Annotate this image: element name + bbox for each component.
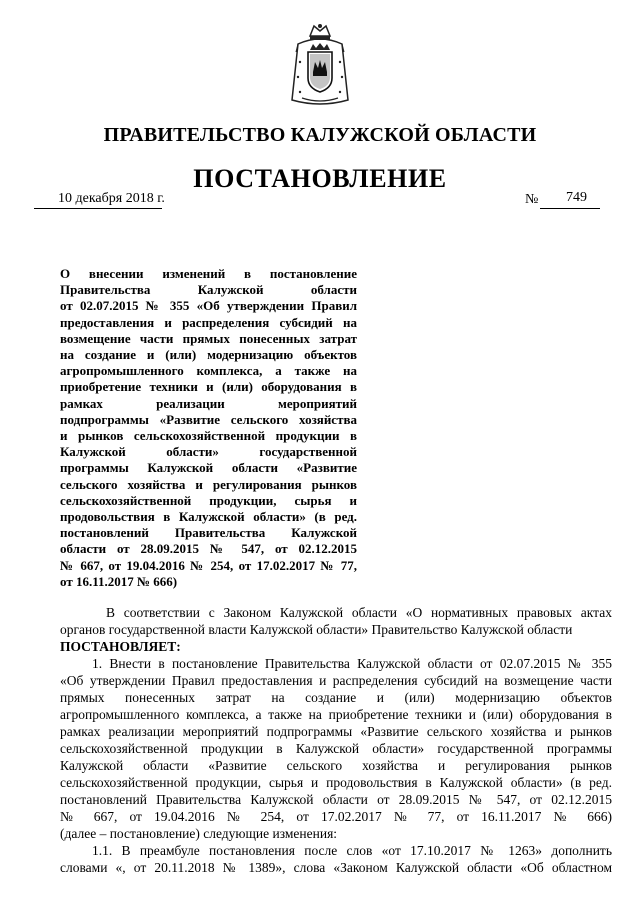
number-underline xyxy=(540,208,600,209)
title-line: продовольствия в Калужской области» (в ред. xyxy=(60,509,357,525)
title-line: О внесении изменений в постановление xyxy=(60,266,357,281)
title-line: подпрограммы «Развитие сельского хозяйства xyxy=(60,411,357,427)
document-number: 749 xyxy=(566,190,587,205)
title-line: от 02.07.2015 № 355 «Об утверждении Правил xyxy=(60,298,357,314)
organization-title: ПРАВИТЕЛЬСТВО КАЛУЖСКОЙ ОБЛАСТИ xyxy=(103,124,537,146)
title-line: приобретение техники и (или) оборудования в xyxy=(60,379,357,395)
intro-line: В соответствии с Законом Калужской области «О нормативных правовых актах xyxy=(106,605,612,620)
document-title-block xyxy=(60,266,357,590)
title-line: предоставления и распределения субсидий на xyxy=(60,314,357,330)
title-line: на создание и (или) модернизацию объектов xyxy=(60,347,357,363)
item1-line: рамках реализации мероприятий подпрограммы «Развитие сельского хозяйства и рынков xyxy=(60,724,612,739)
item1-line: прямых понесенных затрат на создание и (или) модернизацию объектов xyxy=(60,690,612,705)
title-line: программы Калужской области «Развитие xyxy=(60,460,357,476)
title-line: области от 28.09.2015 № 547, от 02.12.2015 xyxy=(60,541,357,557)
item1-line: (далее – постановление) следующие изменения: xyxy=(60,826,338,841)
item1-line: «Об утверждении Правил предоставления и распределения субсидий на возмещение части xyxy=(60,673,612,688)
item1-line: сельскохозяйственной продукции, сырья и продовольствия в Калужской области» (в ред. xyxy=(60,775,612,790)
title-line: сельского хозяйства и регулирования рынков xyxy=(60,476,357,492)
item11-line: словами «, от 20.11.2018 № 1389», слова «Законом Калужской области «Об областном xyxy=(60,860,612,875)
coat-of-arms-icon xyxy=(288,22,352,108)
title-line: постановлений Правительства Калужской xyxy=(60,525,357,541)
item1-line: сельскохозяйственной продукции в Калужской области» государственной программы xyxy=(60,741,612,756)
intro-line: органов государственной власти Калужской области» Правительство Калужской области xyxy=(60,622,573,637)
title-line: возмещение части прямых понесенных затрат xyxy=(60,330,357,346)
item1-line: агропромышленного комплекса, а также на приобретение техники и (или) оборудования в xyxy=(60,707,612,722)
title-line: № 667, от 19.04.2016 № 254, от 17.02.2017 № 77, xyxy=(60,557,357,573)
item1-line: № 667, от 19.04.2016 № 254, от 17.02.2017 № 77, от 16.11.2017 № 666) xyxy=(60,809,612,824)
title-line: от 16.11.2017 № 666) xyxy=(60,573,178,589)
number-label: № xyxy=(525,192,539,207)
title-line: Калужской области» государственной xyxy=(60,444,357,460)
document-type-heading: ПОСТАНОВЛЕНИЕ xyxy=(193,164,447,193)
title-line: рамках реализации мероприятий xyxy=(60,395,357,411)
decree-word: ПОСТАНОВЛЯЕТ: xyxy=(60,639,181,654)
title-line: Правительства Калужской области xyxy=(60,282,357,298)
item1-line: Калужской области «Развитие сельского хозяйства и регулирования рынков xyxy=(60,758,612,773)
item1-line: постановлений Правительства Калужской области от 28.09.2015 № 547, от 02.12.2015 xyxy=(60,792,612,807)
item1-line: 1. Внести в постановление Правительства Калужской области от 02.07.2015 № 355 xyxy=(92,656,612,671)
title-line: сельскохозяйственной продукции, сырья и xyxy=(60,492,357,508)
date-underline xyxy=(34,208,162,209)
title-line: и рынков сельскохозяйственной продукции в xyxy=(60,428,357,444)
document-date: 10 декабря 2018 г. xyxy=(58,191,165,206)
document-body xyxy=(60,604,612,876)
title-line: агропромышленного комплекса, а также на xyxy=(60,363,357,379)
item11-line: 1.1. В преамбуле постановления после слов «от 17.10.2017 № 1263» дополнить xyxy=(92,843,612,858)
